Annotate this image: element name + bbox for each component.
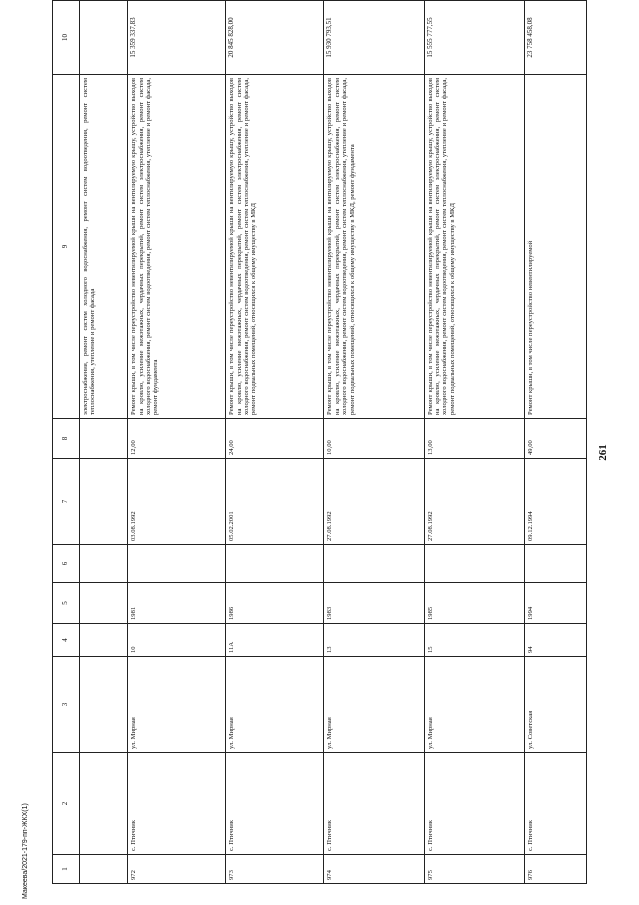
column-number-row xyxy=(53,1,80,884)
wear-percent: 24,00 xyxy=(226,419,324,459)
cost: 20 845 828,00 xyxy=(226,1,324,75)
col-number: 1 xyxy=(53,855,80,884)
house-number: 94 xyxy=(524,624,586,657)
date: 09.12.1994 xyxy=(524,459,586,545)
wear-percent: 49,00 xyxy=(524,419,586,459)
date: 05.02.2001 xyxy=(226,459,324,545)
house-number: 13 xyxy=(324,624,424,657)
house-number: 11А xyxy=(226,624,324,657)
build-year: 1994 xyxy=(524,583,586,624)
table-row xyxy=(524,1,586,884)
col-number: 3 xyxy=(53,657,80,753)
date: 03.08.1992 xyxy=(128,459,226,545)
house-number: 15 xyxy=(424,624,524,657)
col-number: 7 xyxy=(53,459,80,545)
wear-percent: 12,00 xyxy=(128,419,226,459)
settlement: с. Птичник xyxy=(324,753,424,855)
work-description: Ремонт крыши, в том числе переустройство невентилируемой крыши на вентилируемую крышу, устройство выходов на кровлю, усиление межэтажных, чердачных перекрытий, ремонт систем электроснабжения, ремонт систем холодного водоснабжения, ремонт систем водоотведения, ремонт систем теплоснабжения, утепление и ремонт фасада, ремонт подвальных помещений, относящихся к общему имуществу в МКД xyxy=(424,75,524,419)
col-number: 4 xyxy=(53,624,80,657)
wear-percent: 10,00 xyxy=(324,419,424,459)
col6-value xyxy=(524,545,586,583)
row-number: 976 xyxy=(524,855,586,884)
row-number: 974 xyxy=(324,855,424,884)
cost: 23 758 458,08 xyxy=(524,1,586,75)
col-number: 2 xyxy=(53,753,80,855)
work-description: Ремонт крыши, в том числе переустройство невентилируемой крыши на вентилируемую крышу, устройство выходов на кровлю, усиление межэтажных, чердачных перекрытий, ремонт систем электроснабжения, ремонт систем холодного водоснабжения, ремонт систем водоотведения, ремонт систем теплоснабжения, утепление и ремонт фасада, ремонт подвальных помещений, относящихся к общему имуществу в МКД xyxy=(226,75,324,419)
street: ул. Мирная xyxy=(226,657,324,753)
col6-value xyxy=(128,545,226,583)
col-number: 6 xyxy=(53,545,80,583)
col6-value xyxy=(424,545,524,583)
cost: 15 930 793,51 xyxy=(324,1,424,75)
col6-value xyxy=(324,545,424,583)
col-number: 5 xyxy=(53,583,80,624)
wear-percent: 13,00 xyxy=(424,419,524,459)
settlement: с. Птичник xyxy=(424,753,524,855)
cost: 15 555 777,55 xyxy=(424,1,524,75)
table-row xyxy=(226,1,324,884)
document-reference: Макеева/2021-179-пп-ЖКХ(1) xyxy=(22,803,29,899)
build-year: 1986 xyxy=(226,583,324,624)
work-description: Ремонт крыши, в том числе переустройство невентилируемой крыши на вентилируемую крышу, устройство выходов на кровлю, усиление межэтажных, чердачных перекрытий, ремонт систем электроснабжения, ремонт систем холодного водоснабжения, ремонт систем водоотведения, ремонт систем теплоснабжения, утепление и ремонт фасада, ремонт подвальных помещений, относящихся к общему имуществу в МКД, ремонт фундамента xyxy=(324,75,424,419)
date: 27.08.1992 xyxy=(324,459,424,545)
row-number: 975 xyxy=(424,855,524,884)
table-row xyxy=(424,1,524,884)
settlement: с. Птичник xyxy=(226,753,324,855)
table-row xyxy=(128,1,226,884)
settlement: с. Птичник xyxy=(524,753,586,855)
build-year: 1985 xyxy=(424,583,524,624)
col6-value xyxy=(226,545,324,583)
row-number: 973 xyxy=(226,855,324,884)
cost: 15 359 337,83 xyxy=(128,1,226,75)
street: ул. Мирная xyxy=(424,657,524,753)
row-number: 972 xyxy=(128,855,226,884)
build-year: 1981 xyxy=(128,583,226,624)
work-description: Ремонт крыши, в том числе переустройство невентилируемой xyxy=(524,75,586,419)
work-description: электроснабжения, ремонт систем холодного водоснабжения, ремонт систем водоотведения, ремонт систем теплоснабжения, утепление и ремонт фасада xyxy=(80,75,128,419)
col-number: 9 xyxy=(53,75,80,419)
col-number: 10 xyxy=(53,1,80,75)
table-row xyxy=(324,1,424,884)
work-description: Ремонт крыши, в том числе переустройство невентилируемой крыши на вентилируемую крышу, устройство выходов на кровлю, усиление межэтажных, чердачных перекрытий, ремонт систем электроснабжения, ремонт систем холодного водоснабжения, ремонт систем водоотведения, ремонт систем теплоснабжения, утепление и ремонт фасада, ремонт фундамента xyxy=(128,75,226,419)
street: ул. Советская xyxy=(524,657,586,753)
housing-register-table xyxy=(52,0,587,884)
build-year: 1983 xyxy=(324,583,424,624)
street: ул. Мирная xyxy=(128,657,226,753)
settlement: с. Птичник xyxy=(128,753,226,855)
date: 27.08.1992 xyxy=(424,459,524,545)
continuation-row xyxy=(80,1,128,884)
street: ул. Мирная xyxy=(324,657,424,753)
page-number: 261 xyxy=(597,444,609,461)
house-number: 10 xyxy=(128,624,226,657)
col-number: 8 xyxy=(53,419,80,459)
